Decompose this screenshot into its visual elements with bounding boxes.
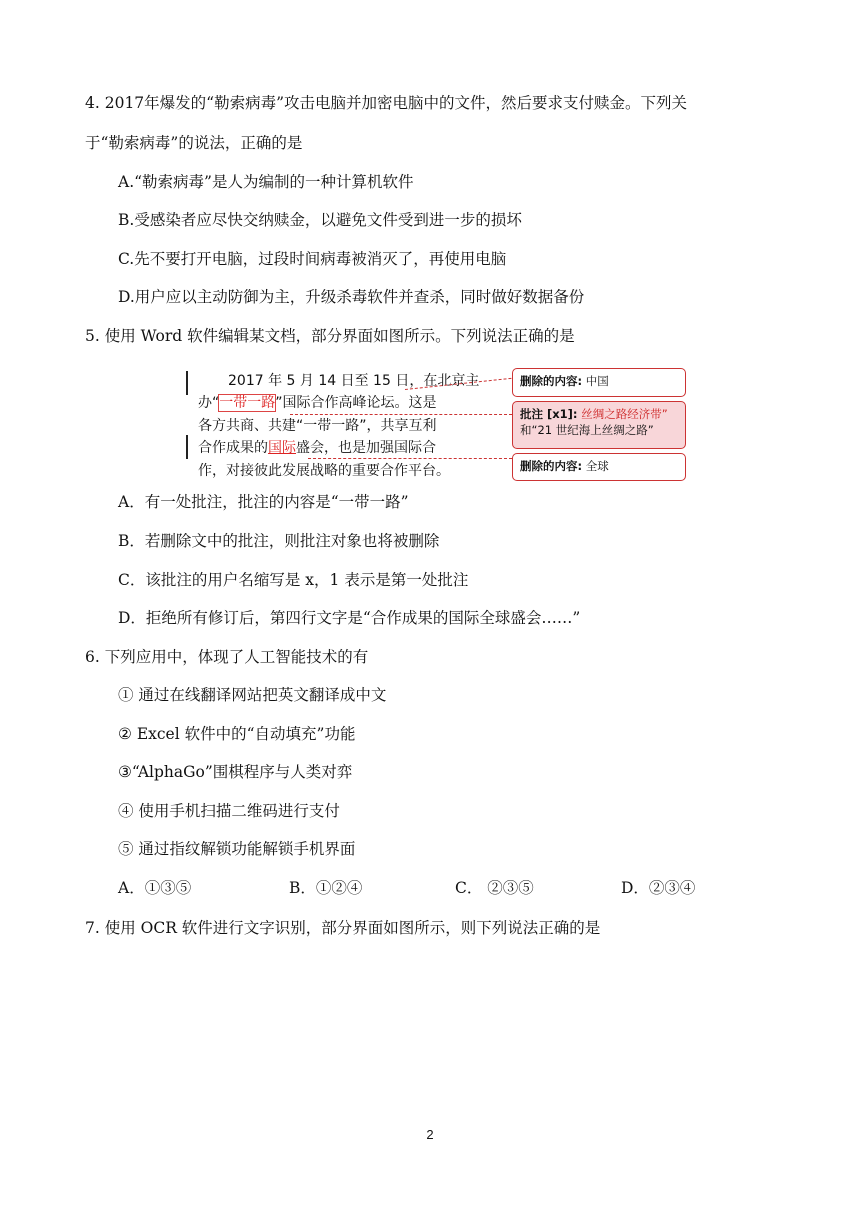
q6-stem: 6. 下列应用中，体现了人工智能技术的有 bbox=[85, 648, 369, 666]
change-bar bbox=[186, 371, 188, 395]
q4-stem-line2: 于“勒索病毒”的说法，正确的是 bbox=[85, 134, 303, 152]
balloon-label: 批注 [x1]: bbox=[520, 407, 578, 421]
q4-option-b: B.受感染者应尽快交纳赎金，以避免文件受到进一步的损坏 bbox=[118, 211, 522, 229]
balloon-text: 和“21 世纪海上丝绸之路” bbox=[520, 423, 654, 437]
connector-line bbox=[290, 414, 512, 415]
q6-item-5: ⑤ 通过指纹解锁功能解锁手机界面 bbox=[118, 840, 356, 858]
doc-text: 合作成果的 bbox=[198, 440, 268, 456]
commented-text: 一带一路 bbox=[219, 395, 276, 411]
q6-item-4: ④ 使用手机扫描二维码进行支付 bbox=[118, 802, 340, 820]
doc-text: 盛会，也是加强国际合 bbox=[296, 440, 436, 456]
doc-line-1: 2017 年 5 月 14 日至 15 日，在北京主 bbox=[228, 373, 480, 389]
balloon-text: 全球 bbox=[582, 459, 609, 473]
q5-option-d: D．拒绝所有修订后，第四行文字是“合作成果的国际全球盛会……” bbox=[118, 609, 581, 627]
q6-item-1: ① 通过在线翻译网站把英文翻译成中文 bbox=[118, 686, 387, 704]
q5-option-a: A．有一处批注，批注的内容是“一带一路” bbox=[118, 493, 409, 511]
q6-choice-d: D．②③④ bbox=[621, 879, 696, 897]
deletion-balloon-2 bbox=[512, 453, 686, 481]
q5-option-c: C．该批注的用户名缩写是 x，1 表示是第一处批注 bbox=[118, 571, 469, 589]
doc-line-4 bbox=[198, 437, 436, 459]
q6-choice-a: A．①③⑤ bbox=[118, 879, 192, 897]
balloon-text: 中国 bbox=[582, 374, 609, 388]
q6-item-3: ③“AlphaGo”围棋程序与人类对弈 bbox=[118, 763, 353, 781]
connector-line bbox=[308, 458, 512, 459]
balloon-label: 删除的内容: bbox=[520, 374, 583, 388]
doc-text: ”国际合作高峰论坛。这是 bbox=[275, 395, 437, 411]
inserted-text: 国际 bbox=[268, 440, 296, 456]
q4-option-a: A.“勒索病毒”是人为编制的一种计算机软件 bbox=[118, 173, 414, 191]
q4-option-c: C.先不要打开电脑，过段时间病毒被消灭了，再使用电脑 bbox=[118, 250, 507, 268]
balloon-label: 删除的内容: bbox=[520, 459, 583, 473]
balloon-text: 丝绸之路经济带” bbox=[577, 407, 668, 421]
change-bar bbox=[186, 435, 188, 459]
page-number: 2 bbox=[426, 1127, 434, 1142]
comment-balloon bbox=[512, 401, 686, 449]
q6-choice-c: C． ②③⑤ bbox=[455, 879, 534, 897]
doc-text: 办“ bbox=[198, 395, 220, 411]
q4-stem-line1: 4. 2017年爆发的“勒索病毒”攻击电脑并加密电脑中的文件，然后要求支付赎金。下列关 bbox=[85, 94, 688, 112]
doc-line-3: 各方共商、共建“一带一路”，共享互利 bbox=[198, 418, 437, 434]
word-review-figure bbox=[180, 365, 690, 483]
doc-line-2 bbox=[198, 392, 437, 414]
q6-choice-b: B．①②④ bbox=[289, 879, 363, 897]
deletion-balloon-1 bbox=[512, 368, 686, 397]
q6-item-2: ② Excel 软件中的“自动填充”功能 bbox=[118, 725, 356, 743]
q5-stem: 5. 使用 Word 软件编辑某文档，部分界面如图所示。下列说法正确的是 bbox=[85, 327, 575, 345]
q5-option-b: B．若删除文中的批注，则批注对象也将被删除 bbox=[118, 532, 440, 550]
q4-option-d: D.用户应以主动防御为主，升级杀毒软件并查杀，同时做好数据备份 bbox=[118, 288, 585, 306]
doc-line-5: 作，对接彼此发展战略的重要合作平台。 bbox=[198, 463, 450, 479]
q7-stem: 7. 使用 OCR 软件进行文字识别，部分界面如图所示，则下列说法正确的是 bbox=[85, 919, 601, 937]
